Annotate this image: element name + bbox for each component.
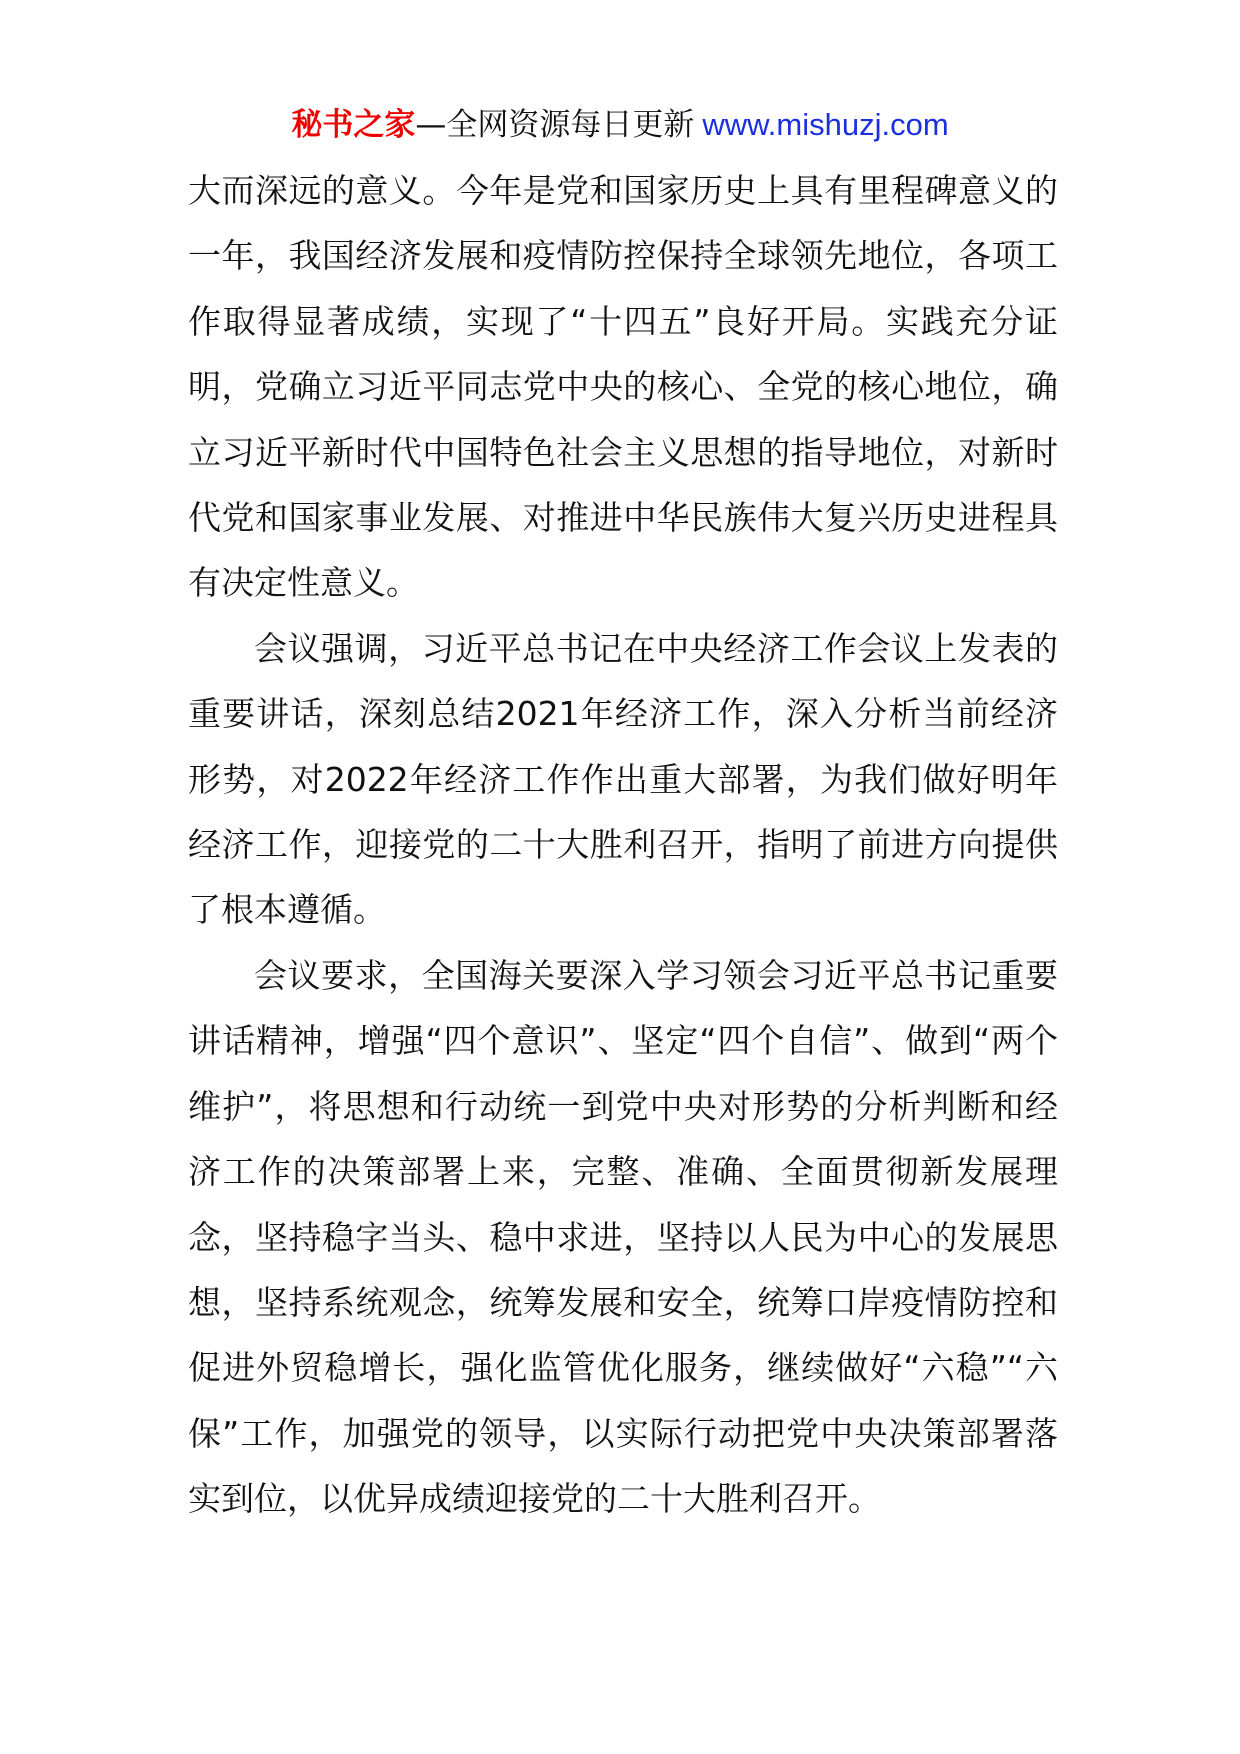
paragraph-continuation: 大而深远的意义。今年是党和国家历史上具有里程碑意义的一年，我国经济发展和疫情防控保持全球领先地位，各项工作取得显著成绩，实现了“十四五”良好开局。实践充分证明，党确立习近平同志党中央的核心、全党的核心地位，确立习近平新时代中国特色社会主义思想的指导地位，对新时代党和国家事业发展、对推进中华民族伟大复兴历史进程具有决定性意义。: [188, 171, 1058, 603]
site-url-link[interactable]: www.mishuzj.com: [702, 107, 949, 142]
site-header: [0, 100, 1240, 150]
site-tagline: —全网资源每日更新: [415, 107, 695, 143]
site-brand: 秘书之家: [291, 107, 416, 143]
paragraph-meeting-emphasis: 会议强调，习近平总书记在中央经济工作会议上发表的重要讲话，深刻总结2021年经济工作，深入分析当前经济形势，对2022年经济工作作出重大部署，为我们做好明年经济工作，迎接党的二十大胜利召开，指明了前进方向提供了根本遵循。: [188, 628, 1058, 930]
paragraph-meeting-requirements: 会议要求，全国海关要深入学习领会习近平总书记重要讲话精神，增强“四个意识”、坚定“四个自信”、做到“两个维护”，将思想和行动统一到党中央对形势的分析判断和经济工作的决策部署上来，完整、准确、全面贯彻新发展理念，坚持稳字当头、稳中求进，坚持以人民为中心的发展思想，坚持系统观念，统筹发展和安全，统筹口岸疫情防控和促进外贸稳增长，强化监管优化服务，继续做好“六稳”“六保”工作，加强党的领导，以实际行动把党中央决策部署落实到位，以优异成绩迎接党的二十大胜利召开。: [188, 955, 1058, 1519]
document-body: [188, 158, 1058, 1532]
